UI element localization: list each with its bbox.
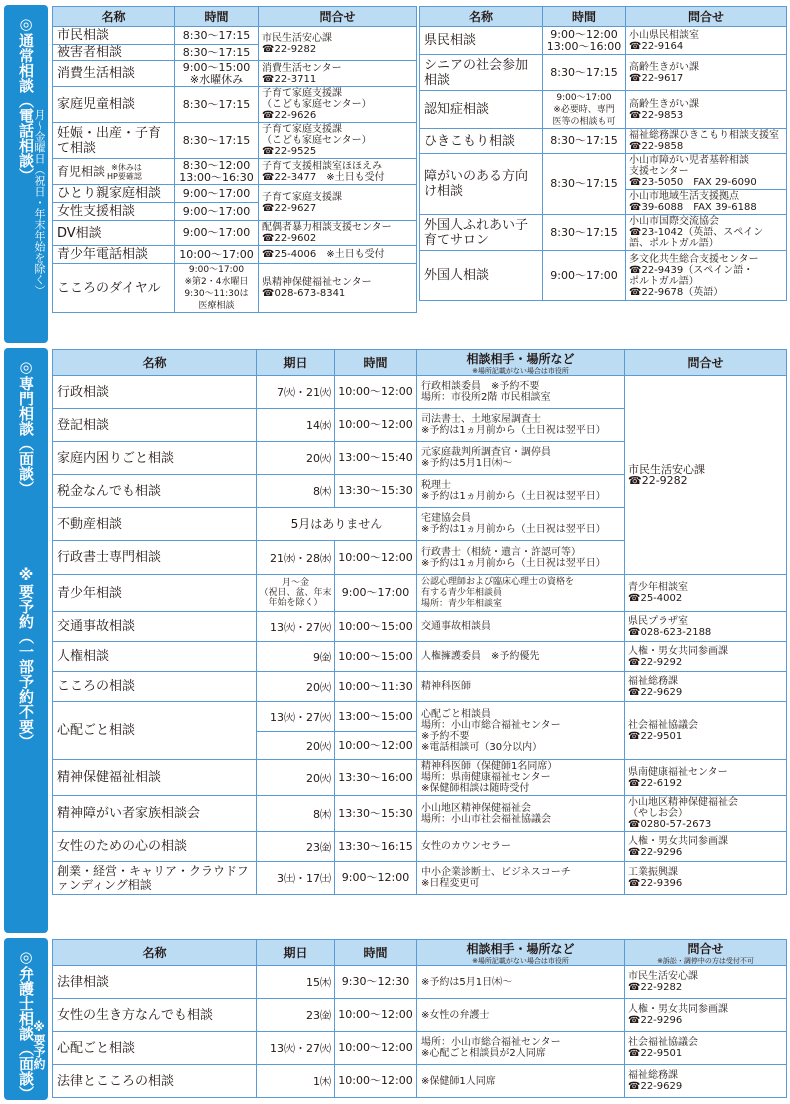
consult-date: 14㈬ bbox=[257, 409, 335, 442]
consult-name: 行政書士専門相談 bbox=[53, 541, 257, 575]
consult-contact-text: 小山市国際交流協会 ☎23-1042（英語、スペイン語、ポルトガル語） bbox=[629, 216, 764, 249]
table-row bbox=[53, 702, 787, 732]
table-row bbox=[53, 642, 787, 672]
consult-time: 13:00〜15:00 bbox=[335, 702, 417, 732]
section-lawyer-label bbox=[4, 938, 48, 1100]
table-row bbox=[420, 215, 787, 251]
consult-time: 9:00〜17:00 ※第2・4水曜日 9:30〜11:30は 医療相談 bbox=[175, 264, 259, 313]
table-row bbox=[53, 376, 787, 409]
table-row bbox=[420, 251, 787, 301]
consult-name: 交通事故相談 bbox=[53, 612, 257, 642]
consult-contact: 福祉総務課 ☎22-9629 bbox=[625, 672, 787, 702]
consult-date-2: 20㈫ bbox=[257, 732, 335, 760]
consult-name: 認知症相談 bbox=[420, 91, 543, 129]
table-row bbox=[53, 123, 417, 159]
consult-contact: 福祉総務課 ☎22-9629 bbox=[625, 1065, 787, 1098]
col-header-contact: 問合せ bbox=[259, 7, 417, 27]
col-header-detail bbox=[417, 350, 625, 376]
consult-name-text: 消費生活相談 bbox=[57, 66, 136, 81]
consult-contact bbox=[626, 251, 787, 301]
table-row bbox=[53, 1065, 787, 1098]
consult-time: 13:30〜16:15 bbox=[335, 832, 417, 862]
consult-time: 13:30〜15:30 bbox=[335, 475, 417, 508]
consult-name-text: ひとり親家庭相談 bbox=[57, 186, 162, 201]
consult-time: 8:30〜17:15 bbox=[543, 129, 626, 154]
consult-contact-text: 多文化共生総合支援センター ☎22-9439（スペイン語・ ポルトガル語） ☎22-9678（英語） bbox=[629, 253, 759, 298]
consult-time: 9:00〜17:00 bbox=[335, 575, 417, 612]
consult-name: 青少年相談 bbox=[53, 575, 257, 612]
col-header-detail bbox=[417, 940, 625, 966]
col-header-time: 時間 bbox=[175, 7, 259, 27]
col-header-time: 時間 bbox=[335, 350, 417, 376]
consult-name-text: 被害者相談 bbox=[57, 45, 123, 60]
col-header-name: 名称 bbox=[420, 7, 543, 27]
consult-detail: 行政書士（相続・遺言・許認可等） ※予約は1ヵ月前から（土日祝は翌平日） bbox=[417, 541, 625, 575]
consult-contact: 県南健康福祉センター ☎22-6192 bbox=[625, 760, 787, 796]
consult-time: 8:30〜17:15 bbox=[543, 154, 626, 215]
table-row bbox=[53, 264, 417, 313]
consult-name bbox=[53, 123, 175, 159]
consult-date: 15㈭ bbox=[257, 966, 335, 999]
consult-contact-text: 小山県民相談室 ☎22-9164 bbox=[629, 29, 699, 52]
consult-contact: 子育て家庭支援課 （こども家庭センター） ☎22-9525 bbox=[259, 123, 417, 159]
section-normal-subtitle: 月〜金曜日（祝日・年末年始を除く） bbox=[33, 109, 46, 296]
consult-name bbox=[53, 87, 175, 123]
consult-time: 10:00〜15:00 bbox=[335, 612, 417, 642]
consult-time: 8:30〜12:00 13:00〜16:30 bbox=[175, 159, 259, 185]
consult-date: 21㈬・28㈬ bbox=[257, 541, 335, 575]
consult-name: 家庭内困りごと相談 bbox=[53, 442, 257, 475]
consult-contact: 市民生活安心課 ☎22-9282 bbox=[259, 27, 417, 61]
consult-date: 13㈫・27㈫ bbox=[257, 1032, 335, 1065]
table-row bbox=[53, 27, 417, 45]
consult-name bbox=[53, 203, 175, 221]
consult-contact bbox=[626, 215, 787, 251]
section-normal-title: ◎通常相談（電話相談） bbox=[17, 15, 35, 183]
consult-contact: 人権・男女共同参画課 ☎22-9296 bbox=[625, 832, 787, 862]
table-row bbox=[53, 999, 787, 1032]
consult-name: 税金なんでも相談 bbox=[53, 475, 257, 508]
consult-detail: 精神科医師（保健師1名同席） 場所：県南健康福祉センター ※保健師相談は随時受付 bbox=[417, 760, 625, 796]
consult-time: 13:30〜16:00 bbox=[335, 760, 417, 796]
col-header-date: 期日 bbox=[257, 940, 335, 966]
consult-detail: 心配ごと相談員 場所：小山市総合福祉センター ※予約不要 ※電話相談可（30分以内） bbox=[417, 702, 625, 760]
table-row bbox=[53, 832, 787, 862]
consult-contact: 青少年相談室 ☎25-4002 bbox=[625, 575, 787, 612]
consult-name: 県民相談 bbox=[420, 27, 543, 55]
consult-name bbox=[53, 264, 175, 313]
consult-date: 8㈭ bbox=[257, 475, 335, 508]
col-header-name: 名称 bbox=[53, 350, 257, 376]
col-header-contact: 問合せ bbox=[626, 7, 787, 27]
consult-name bbox=[53, 27, 175, 45]
consult-detail: 場所：小山市総合福祉センター ※心配ごと相談員が2人同席 bbox=[417, 1032, 625, 1065]
consult-date: 20㈫ bbox=[257, 672, 335, 702]
consult-name: 心配ごと相談 bbox=[53, 702, 257, 760]
consult-name: シニアの社会参加相談 bbox=[420, 55, 543, 91]
consult-time: 10:00〜12:00 bbox=[335, 409, 417, 442]
consult-name-text: 妊娠・出産・子育て相談 bbox=[57, 125, 162, 156]
consult-contact bbox=[626, 154, 787, 215]
consult-contact: 配偶者暴力相談支援センター ☎22-9602 bbox=[259, 221, 417, 246]
consult-name-text: 市民相談 bbox=[57, 28, 110, 43]
col-header-date: 期日 bbox=[257, 350, 335, 376]
section-lawyer-title: ◎弁護士相談（面談） bbox=[17, 948, 35, 1101]
table-row bbox=[53, 862, 787, 895]
consult-date: 月〜金 （祝日、盆、年末 年始を除く） bbox=[257, 575, 335, 612]
col-header-name: 名称 bbox=[53, 940, 257, 966]
table-row bbox=[53, 221, 417, 246]
consult-contact: 市民生活安心課 ☎22-9282 bbox=[625, 376, 787, 575]
lawyer-consult-table bbox=[52, 939, 787, 1098]
table-row bbox=[53, 185, 417, 203]
col-header-contact bbox=[625, 940, 787, 966]
consult-name: 外国人相談 bbox=[420, 251, 543, 301]
consult-name-note: ※休みは HP要確認 bbox=[107, 162, 142, 181]
consult-name: 法律とこころの相談 bbox=[53, 1065, 257, 1098]
consult-name bbox=[53, 246, 175, 264]
consult-contact-text: 高齢生きがい課 ☎22-9853 bbox=[629, 98, 699, 121]
consult-time: 9:00〜15:00 ※水曜休み bbox=[175, 61, 259, 87]
table-row bbox=[420, 91, 787, 129]
consult-time: 10:00〜12:00 bbox=[335, 1032, 417, 1065]
table-row bbox=[53, 246, 417, 264]
consult-contact: 社会福祉協議会 ☎22-9501 bbox=[625, 1032, 787, 1065]
consult-contact: 県民プラザ室 ☎028-623-2188 bbox=[625, 612, 787, 642]
col-header-time: 時間 bbox=[543, 7, 626, 27]
consult-detail: 女性のカウンセラー bbox=[417, 832, 625, 862]
consult-detail: 税理士 ※予約は1ヵ月前から（土日祝は翌平日） bbox=[417, 475, 625, 508]
section-special-subtitle: ※要予約（一部予約不要） bbox=[17, 566, 35, 749]
table-row bbox=[420, 154, 787, 215]
consult-contact bbox=[626, 27, 787, 55]
normal-consult-table-left bbox=[52, 6, 417, 313]
consult-date: 3㈯・17㈯ bbox=[257, 862, 335, 895]
consult-name: 外国人ふれあい子育てサロン bbox=[420, 215, 543, 251]
consult-detail: 人権擁護委員 ※予約優先 bbox=[417, 642, 625, 672]
consult-name: こころの相談 bbox=[53, 672, 257, 702]
col-header-time: 時間 bbox=[335, 940, 417, 966]
table-row bbox=[53, 796, 787, 832]
consult-name: 精神障がい者家族相談会 bbox=[53, 796, 257, 832]
header-detail-label: 相談相手・場所など bbox=[466, 352, 575, 366]
normal-consult-table-right bbox=[419, 6, 787, 301]
consult-time: 9:00〜17:00 bbox=[175, 221, 259, 246]
consult-date: 8㈭ bbox=[257, 796, 335, 832]
consult-name-text: 家庭児童相談 bbox=[57, 97, 136, 112]
consult-contact: 子育て支援相談室ほほえみ ☎22-3477 ※土日も受付 bbox=[259, 159, 417, 185]
consult-time: 8:30〜17:15 bbox=[543, 55, 626, 91]
table-row bbox=[53, 760, 787, 796]
consult-time: 8:30〜17:15 bbox=[175, 123, 259, 159]
header-contact-note: ※訴訟・調停中の方は受付不可 bbox=[657, 957, 754, 965]
consult-contact: 小山地区精神保健福祉会 （やしお会） ☎0280-57-2673 bbox=[625, 796, 787, 832]
consult-date: 13㈫・27㈫ bbox=[257, 612, 335, 642]
consult-name: 女性のための心の相談 bbox=[53, 832, 257, 862]
consult-date: 13㈫・27㈫ bbox=[257, 702, 335, 732]
consult-contact: 社会福祉協議会 ☎22-9501 bbox=[625, 702, 787, 760]
section-special-label bbox=[4, 348, 48, 933]
special-consult-table bbox=[52, 349, 787, 895]
consult-contact: 消費生活センター ☎22-3711 bbox=[259, 61, 417, 87]
col-header-name: 名称 bbox=[53, 7, 175, 27]
consult-name-text: 女性支援相談 bbox=[57, 204, 136, 219]
consult-contact-text: 福祉総務課ひきこもり相談支援室 ☎22-9858 bbox=[629, 130, 779, 152]
consult-contact: 人権・男女共同参画課 ☎22-9292 bbox=[625, 642, 787, 672]
consult-date: 20㈫ bbox=[257, 760, 335, 796]
consult-time: 8:30〜17:15 bbox=[175, 45, 259, 61]
consult-name: 不動産相談 bbox=[53, 508, 257, 541]
consult-contact bbox=[626, 91, 787, 129]
consult-name: 創業・経営・キャリア・クラウドファンディング相談 bbox=[53, 862, 257, 895]
consult-contact bbox=[626, 129, 787, 154]
consult-date: 20㈫ bbox=[257, 442, 335, 475]
section-lawyer-subtitle: ※要予約 bbox=[32, 1020, 46, 1070]
consult-name-text: 育児相談 bbox=[57, 164, 106, 178]
consult-name: 人権相談 bbox=[53, 642, 257, 672]
consult-time: 9:00〜17:00 bbox=[175, 185, 259, 203]
consult-name-text: 青少年電話相談 bbox=[57, 247, 149, 262]
consult-detail: 中小企業診断士、ビジネスコーチ ※日程変更可 bbox=[417, 862, 625, 895]
consult-date: 23㈮ bbox=[257, 832, 335, 862]
consult-time: 8:30〜17:15 bbox=[543, 215, 626, 251]
consult-time: 10:00〜12:00 bbox=[335, 541, 417, 575]
consult-name: 登記相談 bbox=[53, 409, 257, 442]
consult-date: 9㈮ bbox=[257, 642, 335, 672]
consult-time: 13:00〜15:40 bbox=[335, 442, 417, 475]
consult-time: 10:00〜17:00 bbox=[175, 246, 259, 264]
consult-contact: 子育て家庭支援課 ☎22-9627 bbox=[259, 185, 417, 221]
header-detail-note: ※場所記載がない場合は市役所 bbox=[472, 367, 569, 375]
consult-contact: ☎25-4006 ※土日も受付 bbox=[259, 246, 417, 264]
table-row bbox=[53, 575, 787, 612]
consult-time: 13:30〜15:30 bbox=[335, 796, 417, 832]
consult-detail: 元家庭裁判所調査官・調停員 ※予約は5月1日㈭〜 bbox=[417, 442, 625, 475]
consult-detail: 精神科医師 bbox=[417, 672, 625, 702]
consult-contact bbox=[626, 55, 787, 91]
consult-name: 障がいのある方向け相談 bbox=[420, 154, 543, 215]
table-row bbox=[53, 61, 417, 87]
consult-name bbox=[53, 159, 175, 185]
consult-time: 10:00〜11:30 bbox=[335, 672, 417, 702]
consult-time: 9:00〜17:00 bbox=[175, 203, 259, 221]
consult-contact-text: 高齢生きがい課 ☎22-9617 bbox=[629, 61, 699, 84]
consult-date: 7㈫・21㈫ bbox=[257, 376, 335, 409]
consult-date: 1㈭ bbox=[257, 1065, 335, 1098]
consult-time-2: 10:00〜12:00 bbox=[335, 732, 417, 760]
consult-time: 9:00〜17:00 bbox=[543, 251, 626, 301]
table-row bbox=[53, 612, 787, 642]
consult-time: 9:00〜17:00 ※必要時、専門 医等の相談も可 bbox=[543, 91, 626, 129]
consult-name: ひきこもり相談 bbox=[420, 129, 543, 154]
table-row bbox=[53, 159, 417, 185]
consult-time: 9:00〜12:00 bbox=[335, 862, 417, 895]
consult-time: 8:30〜17:15 bbox=[175, 27, 259, 45]
consult-name: 心配ごと相談 bbox=[53, 1032, 257, 1065]
table-row bbox=[53, 87, 417, 123]
consult-detail: ※予約は5月1日㈭〜 bbox=[417, 966, 625, 999]
consult-contact: 工業振興課 ☎22-9396 bbox=[625, 862, 787, 895]
consult-time: 8:30〜17:15 bbox=[175, 87, 259, 123]
consult-name: 行政相談 bbox=[53, 376, 257, 409]
table-row bbox=[420, 27, 787, 55]
consult-time: 10:00〜15:00 bbox=[335, 642, 417, 672]
consult-name bbox=[53, 185, 175, 203]
table-row bbox=[420, 55, 787, 91]
consult-name bbox=[53, 61, 175, 87]
consult-contact-text: 小山市障がい児者基幹相談 支援センター ☎23-5050 FAX 29-6090 bbox=[626, 154, 786, 190]
consult-time: 10:00〜12:00 bbox=[335, 1065, 417, 1098]
consult-detail: ※女性の弁護士 bbox=[417, 999, 625, 1032]
consult-name: 精神保健福祉相談 bbox=[53, 760, 257, 796]
consult-name bbox=[53, 45, 175, 61]
consult-time: 9:00〜12:00 13:00〜16:00 bbox=[543, 27, 626, 55]
table-row bbox=[53, 966, 787, 999]
consult-contact-text-2: 小山市地域生活支援拠点 ☎39-6088 FAX 39-6188 bbox=[629, 191, 757, 213]
table-row bbox=[53, 1032, 787, 1065]
consult-name-text: こころのダイヤル bbox=[57, 280, 161, 296]
header-detail-label: 相談相手・場所など bbox=[466, 942, 575, 956]
table-row bbox=[420, 129, 787, 154]
consult-contact: 子育て家庭支援課 （こども家庭センター） ☎22-9626 bbox=[259, 87, 417, 123]
consult-detail: 司法書士、土地家屋調査士 ※予約は1ヵ月前から（土日祝は翌平日） bbox=[417, 409, 625, 442]
header-contact-label: 問合せ bbox=[687, 942, 724, 956]
consult-date: 5月はありません bbox=[257, 508, 417, 541]
consult-time: 10:00〜12:00 bbox=[335, 376, 417, 409]
section-normal-label bbox=[4, 5, 48, 343]
consult-name-text: DV相談 bbox=[57, 225, 102, 241]
consult-detail: 交通事故相談員 bbox=[417, 612, 625, 642]
consult-contact: 市民生活安心課 ☎22-9282 bbox=[625, 966, 787, 999]
col-header-contact: 問合せ bbox=[625, 350, 787, 376]
consult-detail: 行政相談委員 ※予約不要 場所：市役所2階 市民相談室 bbox=[417, 376, 625, 409]
consult-name bbox=[53, 221, 175, 246]
consult-name: 法律相談 bbox=[53, 966, 257, 999]
table-row bbox=[53, 672, 787, 702]
consult-detail: 公認心理師および臨床心理士の資格を 有する青少年相談員 場所：青少年相談室 bbox=[417, 575, 625, 612]
consult-contact: 人権・男女共同参画課 ☎22-9296 bbox=[625, 999, 787, 1032]
consult-name: 女性の生き方なんでも相談 bbox=[53, 999, 257, 1032]
header-detail-note: ※場所記載がない場合は市役所 bbox=[472, 957, 569, 965]
consult-time: 9:30〜12:30 bbox=[335, 966, 417, 999]
consult-detail: ※保健師1人同席 bbox=[417, 1065, 625, 1098]
consult-detail: 宅建協会員 ※予約は1ヵ月前から（土日祝は翌平日） bbox=[417, 508, 625, 541]
consult-date: 23㈮ bbox=[257, 999, 335, 1032]
consult-detail: 小山地区精神保健福祉会 場所：小山市社会福祉協議会 bbox=[417, 796, 625, 832]
consult-contact: 県精神保健福祉センター ☎028-673-8341 bbox=[259, 264, 417, 313]
consult-time: 10:00〜12:00 bbox=[335, 999, 417, 1032]
section-special-title: ◎専門相談（面談） bbox=[17, 358, 35, 496]
